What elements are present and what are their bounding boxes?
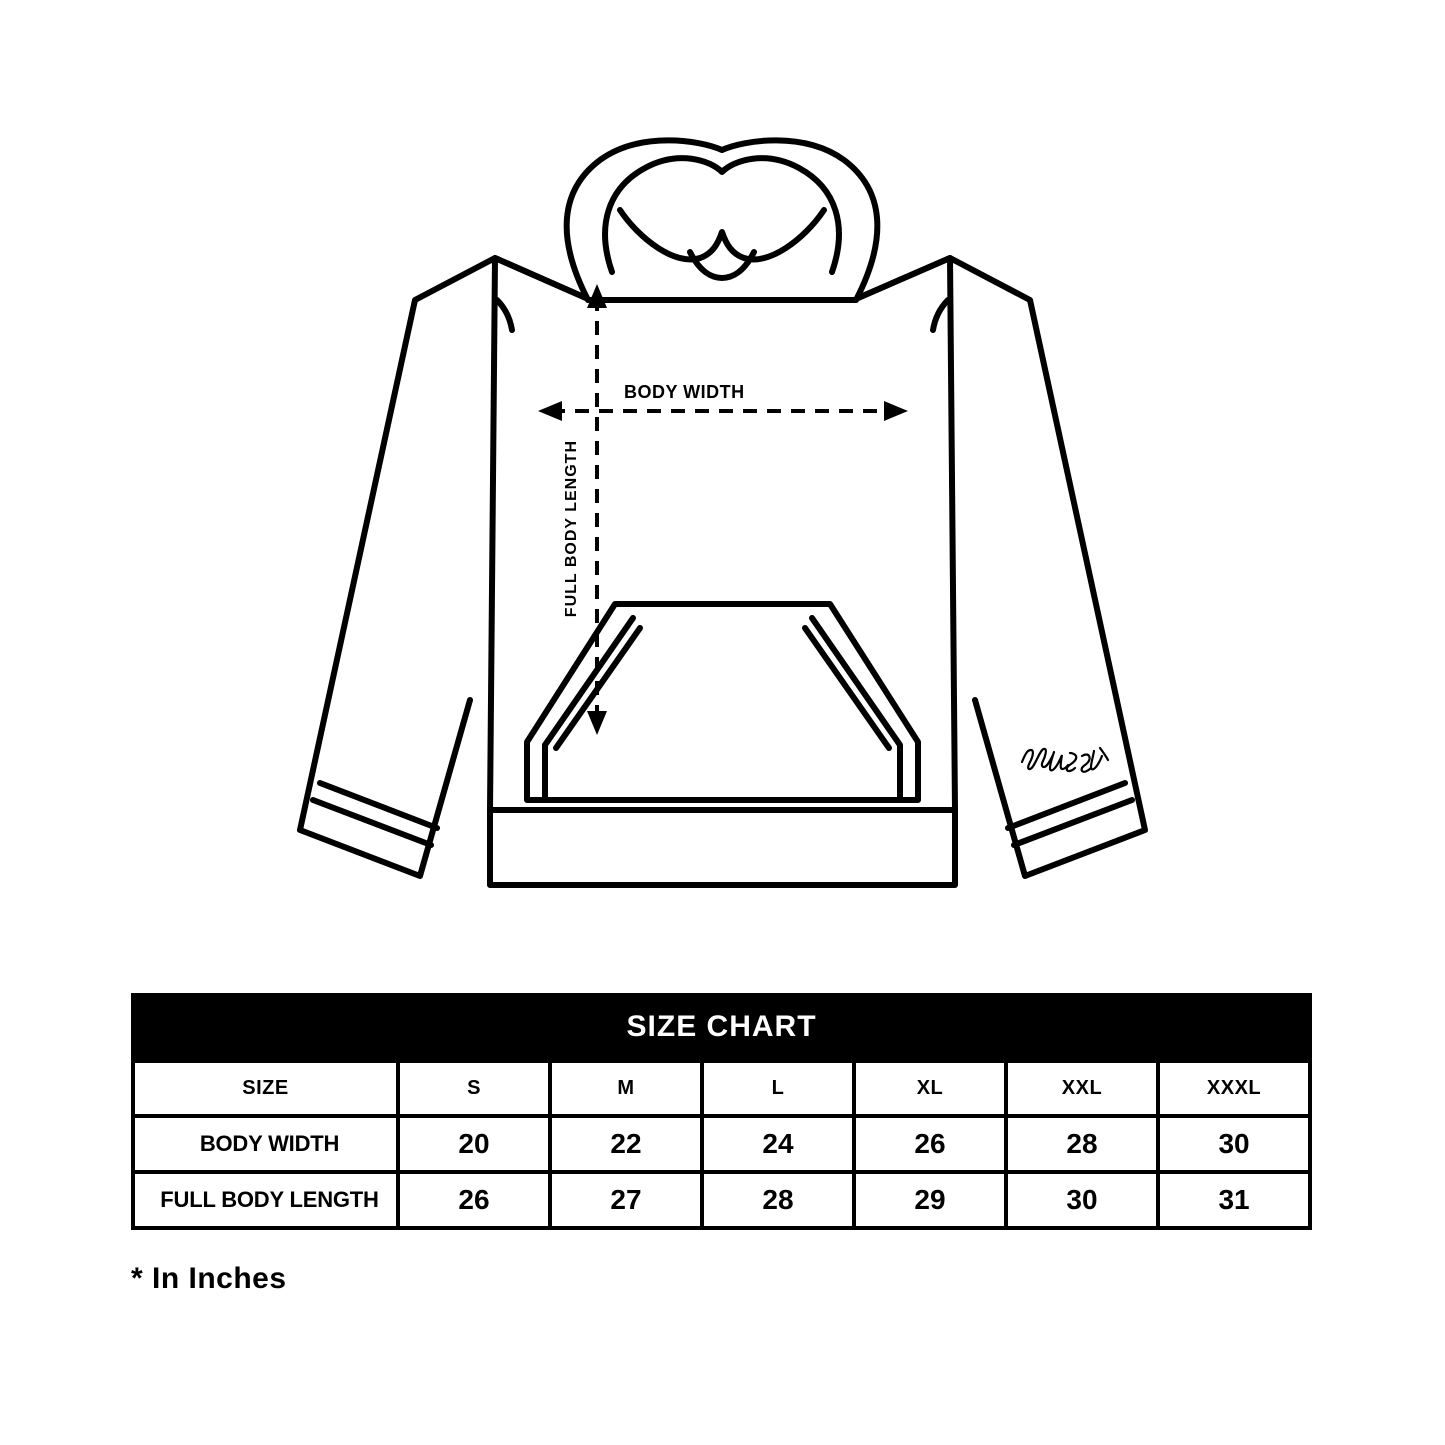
- arrow-up: [587, 284, 607, 308]
- full-body-length-s: 26: [398, 1172, 550, 1228]
- table-title-row: [133, 995, 1310, 1061]
- body-width-s: 20: [398, 1116, 550, 1172]
- body-width-l: 24: [702, 1116, 854, 1172]
- brand-signature-icon: [1022, 748, 1108, 772]
- hood-inner: [605, 158, 839, 272]
- header-cell-s: S: [398, 1061, 550, 1116]
- pocket-right-inner2: [805, 628, 889, 748]
- full-body-length-m: 27: [550, 1172, 702, 1228]
- arrow-down: [587, 711, 607, 735]
- left-cuff-top: [320, 783, 437, 828]
- units-footnote: * In Inches: [131, 1262, 287, 1295]
- table-header-row: [133, 1061, 1310, 1116]
- arrow-right: [884, 401, 908, 421]
- full-body-length-label: FULL BODY LENGTH: [563, 440, 580, 618]
- header-cell-m: M: [550, 1061, 702, 1116]
- full-body-length-l: 28: [702, 1172, 854, 1228]
- body-width-xxl: 28: [1006, 1116, 1158, 1172]
- full-body-length-xxl: 30: [1006, 1172, 1158, 1228]
- left-cuff-inner: [313, 800, 431, 845]
- body-outline: [490, 258, 955, 885]
- arrow-left: [538, 401, 562, 421]
- header-cell-xxl: XXL: [1006, 1061, 1158, 1116]
- table-row: [133, 1172, 1310, 1228]
- left-shoulder-seam: [497, 300, 512, 330]
- full-body-length-xl: 29: [854, 1172, 1006, 1228]
- full-body-length-xxxl: 31: [1158, 1172, 1310, 1228]
- body-width-xxxl: 30: [1158, 1116, 1310, 1172]
- header-cell-xxxl: XXXL: [1158, 1061, 1310, 1116]
- table-row: [133, 1116, 1310, 1172]
- size-chart-table-wrap: [131, 993, 1311, 1230]
- header-cell-size: SIZE: [133, 1061, 398, 1116]
- row-label-full-body-length: FULL BODY LENGTH: [133, 1172, 398, 1228]
- right-shoulder-seam: [933, 300, 948, 330]
- size-chart-table: [131, 993, 1312, 1230]
- chart-title: SIZE CHART: [133, 995, 1310, 1061]
- body-width-label: BODY WIDTH: [624, 382, 745, 402]
- header-cell-xl: XL: [854, 1061, 1006, 1116]
- right-cuff-inner: [1014, 800, 1132, 845]
- body-width-m: 22: [550, 1116, 702, 1172]
- hood-opening: [620, 210, 824, 259]
- row-label-body-width: BODY WIDTH: [133, 1116, 398, 1172]
- right-cuff-top: [1008, 783, 1125, 828]
- header-cell-l: L: [702, 1061, 854, 1116]
- arrow-heads: [538, 284, 908, 735]
- body-width-xl: 26: [854, 1116, 1006, 1172]
